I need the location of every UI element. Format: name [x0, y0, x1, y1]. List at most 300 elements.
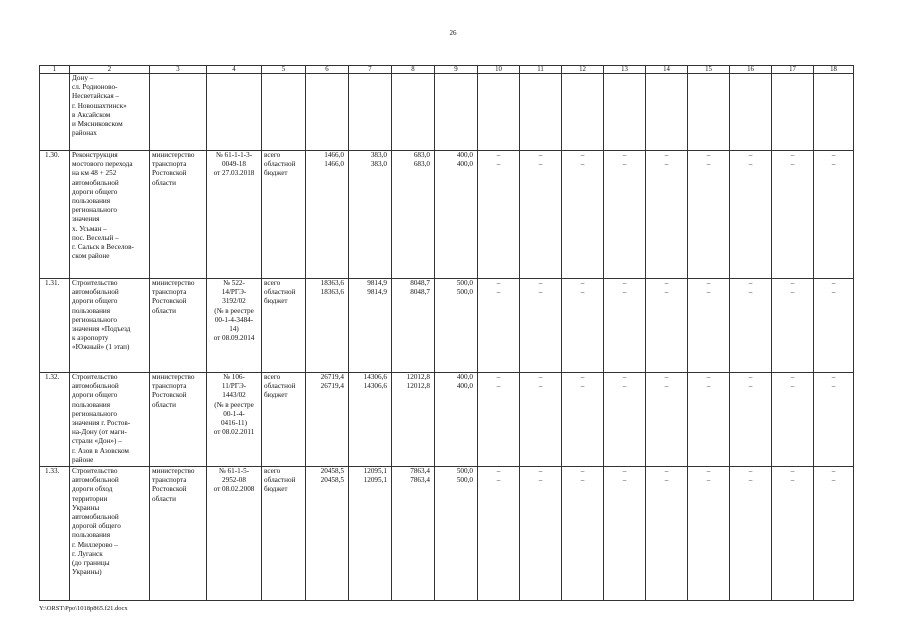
empty-value-dash-line: –	[790, 160, 795, 169]
object-name	[70, 74, 150, 151]
object-name-line: х. Усьман –	[72, 224, 107, 233]
empty-value-dash-line: –	[706, 467, 711, 475]
empty-value-dash	[478, 279, 520, 373]
financing-source-line: областной	[264, 476, 296, 485]
amount-value	[349, 151, 392, 279]
empty-value-dash-line: –	[496, 151, 501, 159]
amount-value	[392, 151, 435, 279]
amount-value-line: 400,0	[456, 382, 473, 391]
amount-value-line: 1466,0	[324, 160, 344, 169]
object-name	[70, 279, 150, 373]
empty-value-dash-line: –	[790, 279, 795, 287]
row-number: 1.32.	[40, 373, 70, 467]
column-number-16: 16	[730, 66, 772, 74]
empty-value-dash	[688, 151, 730, 279]
executor-line: министерство	[152, 373, 195, 381]
empty-value-dash	[520, 373, 562, 467]
amount-value	[306, 373, 349, 467]
empty-value-dash-line: –	[580, 467, 585, 475]
empty-value-dash	[730, 373, 772, 467]
expertise-document-line: № 61-1-1-3-	[215, 151, 253, 159]
table-row	[40, 467, 854, 601]
empty-value-dash	[562, 467, 604, 601]
empty-value-dash-line: –	[622, 373, 627, 381]
object-name-line: на-Дону (от маги-	[72, 428, 127, 437]
financing-source-line: бюджет	[264, 169, 288, 178]
amount-value-line: 9814,9	[367, 288, 387, 297]
amount-value-line: 383,0	[370, 160, 387, 169]
column-number-18: 18	[814, 66, 854, 74]
empty-value-dash	[604, 151, 646, 279]
table-row	[40, 74, 854, 151]
object-name-line: автомобильной	[72, 382, 119, 391]
executor	[150, 279, 207, 373]
executor-line: транспорта	[152, 382, 187, 391]
object-name-line: Строительство	[72, 279, 118, 287]
empty-value-dash	[604, 373, 646, 467]
empty-value-dash-line: –	[706, 279, 711, 287]
executor-line: транспорта	[152, 160, 187, 169]
empty-value-dash-line: –	[580, 288, 585, 297]
expertise-document-line: 00-1-4-	[223, 409, 245, 418]
financing-source	[262, 74, 306, 151]
amount-value	[349, 373, 392, 467]
empty-value-dash	[646, 74, 688, 151]
expertise-document-line: № 61-1-5-	[218, 467, 250, 475]
column-number-8: 8	[392, 66, 435, 74]
empty-value-dash	[688, 373, 730, 467]
table-row	[40, 279, 854, 373]
object-name-line: Дону –	[72, 74, 94, 82]
amount-value-line: 500,0	[456, 288, 473, 297]
empty-value-dash-line: –	[664, 279, 669, 287]
amount-value-line: 1466,0	[324, 151, 344, 159]
object-name-line: г. Луганск	[72, 549, 103, 558]
expertise-document-line: 3192/02	[222, 297, 246, 306]
program-table	[39, 65, 854, 601]
expertise-document-line: от 08.02.2011	[213, 428, 255, 437]
column-number-17: 17	[772, 66, 814, 74]
empty-value-dash-line: –	[706, 160, 711, 169]
empty-value-dash-line: –	[790, 151, 795, 159]
footer-file-path: Y:\ORST\Ppo\1018p865.f21.docx	[39, 605, 128, 612]
empty-value-dash-line: –	[748, 467, 753, 475]
amount-value	[392, 279, 435, 373]
amount-value-line: 7863,4	[410, 476, 430, 485]
financing-source-line: областной	[264, 160, 296, 169]
expertise-document	[207, 74, 262, 151]
empty-value-dash	[772, 74, 814, 151]
object-name-line: сл. Родионово-	[72, 83, 118, 92]
empty-value-dash-line: –	[622, 279, 627, 287]
column-number-7: 7	[349, 66, 392, 74]
empty-value-dash-line: –	[580, 476, 585, 485]
amount-value-line: 400,0	[456, 373, 473, 381]
expertise-document-line: № 522-	[223, 279, 245, 287]
empty-value-dash	[814, 467, 854, 601]
executor-line: транспорта	[152, 288, 187, 297]
column-number-9: 9	[435, 66, 478, 74]
amount-value-line: 12012,8	[406, 382, 430, 391]
empty-value-dash-line: –	[664, 160, 669, 169]
object-name-line: к аэропорту	[72, 334, 109, 343]
expertise-document-line: от 08.09.2014	[213, 334, 255, 343]
amount-value-line: 683,0	[413, 151, 430, 159]
empty-value-dash	[478, 373, 520, 467]
row-number	[40, 74, 70, 151]
expertise-document-line: 11/РГЭ-	[221, 382, 247, 391]
object-name-line: автомобильной	[72, 178, 119, 187]
table-row	[40, 151, 854, 279]
empty-value-dash-line: –	[790, 476, 795, 485]
empty-value-dash-line: –	[748, 288, 753, 297]
object-name-line: г. Миллерово –	[72, 540, 118, 549]
financing-source-line: бюджет	[264, 485, 288, 494]
empty-value-dash	[772, 467, 814, 601]
amount-value	[392, 373, 435, 467]
empty-value-dash-line: –	[706, 476, 711, 485]
expertise-document-line: от 27.03.2018	[213, 169, 255, 178]
amount-value	[306, 151, 349, 279]
object-name-line: автомобильной	[72, 476, 119, 485]
object-name-line: г. Новошахтинск»	[72, 101, 127, 110]
empty-value-dash-line: –	[496, 373, 501, 381]
empty-value-dash	[520, 74, 562, 151]
empty-value-dash-line: –	[538, 373, 543, 381]
executor-line: министерство	[152, 151, 195, 159]
empty-value-dash-line: –	[664, 151, 669, 159]
executor	[150, 74, 207, 151]
object-name-line: Реконструкция	[72, 151, 118, 159]
empty-value-dash	[730, 279, 772, 373]
empty-value-dash-line: –	[538, 279, 543, 287]
amount-value-line: 7863,4	[410, 467, 430, 475]
column-number-1: 1	[40, 66, 70, 74]
empty-value-dash	[814, 279, 854, 373]
amount-value-line: 383,0	[370, 151, 387, 159]
executor-line: области	[152, 400, 177, 409]
object-name-line: г. Сальск в Веселов-	[72, 243, 134, 252]
object-name-line: автомобильной	[72, 513, 119, 522]
financing-source	[262, 467, 306, 601]
financing-source	[262, 279, 306, 373]
object-name-line: Украины	[72, 503, 100, 512]
empty-value-dash-line: –	[831, 279, 836, 287]
empty-value-dash	[604, 74, 646, 151]
financing-source-line: бюджет	[264, 297, 288, 306]
column-number-14: 14	[646, 66, 688, 74]
table-row	[40, 373, 854, 467]
empty-value-dash-line: –	[831, 288, 836, 297]
empty-value-dash	[562, 279, 604, 373]
executor-line: области	[152, 306, 177, 315]
empty-value-dash	[604, 279, 646, 373]
empty-value-dash-line: –	[706, 151, 711, 159]
empty-value-dash	[772, 279, 814, 373]
empty-value-dash	[478, 74, 520, 151]
empty-value-dash	[730, 74, 772, 151]
executor-line: области	[152, 494, 177, 503]
executor-line: транспорта	[152, 476, 187, 485]
object-name-line: регионального	[72, 409, 117, 418]
object-name-line: ском районе	[72, 252, 110, 261]
object-name-line: значения «Подъезд	[72, 325, 131, 334]
column-number-13: 13	[604, 66, 646, 74]
empty-value-dash-line: –	[580, 382, 585, 391]
object-name-line: территории	[72, 494, 108, 503]
empty-value-dash-line: –	[790, 382, 795, 391]
empty-value-dash-line: –	[706, 288, 711, 297]
expertise-document-line: (№ в реестре	[214, 306, 254, 315]
financing-source-line: областной	[264, 288, 296, 297]
object-name-line: в Аксайском	[72, 110, 111, 119]
empty-value-dash-line: –	[580, 373, 585, 381]
column-number-15: 15	[688, 66, 730, 74]
empty-value-dash	[562, 373, 604, 467]
object-name-line: дороги общего	[72, 297, 118, 306]
amount-value-line: 18363,6	[320, 279, 344, 287]
empty-value-dash	[604, 467, 646, 601]
amount-value-line: 9814,9	[367, 279, 387, 287]
financing-source-line: всего	[264, 467, 281, 475]
empty-value-dash-line: –	[496, 476, 501, 485]
amount-value	[435, 74, 478, 151]
empty-value-dash-line: –	[538, 476, 543, 485]
amount-value-line: 12095,1	[363, 467, 387, 475]
empty-value-dash-line: –	[538, 151, 543, 159]
empty-value-dash-line: –	[664, 476, 669, 485]
column-number-6: 6	[306, 66, 349, 74]
empty-value-dash	[772, 373, 814, 467]
empty-value-dash	[562, 151, 604, 279]
expertise-document-line: от 08.02.2008	[213, 485, 255, 494]
empty-value-dash	[730, 467, 772, 601]
empty-value-dash	[478, 467, 520, 601]
empty-value-dash	[772, 151, 814, 279]
object-name-line: пользования	[72, 197, 111, 206]
executor-line: министерство	[152, 467, 195, 475]
empty-value-dash	[814, 373, 854, 467]
amount-value	[435, 279, 478, 373]
amount-value-line: 12095,1	[363, 476, 387, 485]
empty-value-dash	[646, 151, 688, 279]
object-name-line: Несветайская –	[72, 92, 120, 101]
column-number-12: 12	[562, 66, 604, 74]
object-name-line: на км 48 + 252	[72, 169, 117, 178]
empty-value-dash	[688, 279, 730, 373]
amount-value-line: 12012,8	[406, 373, 430, 381]
empty-value-dash-line: –	[706, 382, 711, 391]
amount-value-line: 400,0	[456, 151, 473, 159]
column-number-row	[40, 66, 854, 74]
object-name-line: г. Азов в Азовском	[72, 446, 129, 455]
empty-value-dash-line: –	[831, 373, 836, 381]
empty-value-dash	[814, 74, 854, 151]
amount-value-line: 26719,4	[320, 373, 344, 381]
object-name-line: регионального	[72, 315, 117, 324]
financing-source-line: всего	[264, 279, 281, 287]
expertise-document-line: 0049-18	[222, 160, 246, 169]
amount-value-line: 20458,5	[320, 467, 344, 475]
empty-value-dash-line: –	[664, 382, 669, 391]
amount-value-line: 18363,6	[320, 288, 344, 297]
column-number-3: 3	[150, 66, 207, 74]
object-name-line: и Мясниковском	[72, 120, 123, 129]
expertise-document-line: (№ в реестре	[214, 400, 254, 409]
expertise-document-line: 1443/02	[222, 391, 246, 400]
column-number-4: 4	[207, 66, 262, 74]
empty-value-dash-line: –	[664, 373, 669, 381]
object-name-line: Строительство	[72, 373, 118, 381]
empty-value-dash	[646, 373, 688, 467]
empty-value-dash-line: –	[622, 467, 627, 475]
column-number-10: 10	[478, 66, 520, 74]
empty-value-dash-line: –	[831, 382, 836, 391]
amount-value-line: 26719,4	[320, 382, 344, 391]
empty-value-dash	[520, 151, 562, 279]
empty-value-dash	[814, 151, 854, 279]
column-number-11: 11	[520, 66, 562, 74]
expertise-document	[207, 373, 262, 467]
amount-value-line: 400,0	[456, 160, 473, 169]
empty-value-dash	[688, 467, 730, 601]
empty-value-dash-line: –	[748, 279, 753, 287]
empty-value-dash-line: –	[748, 476, 753, 485]
empty-value-dash-line: –	[831, 160, 836, 169]
empty-value-dash-line: –	[748, 373, 753, 381]
amount-value	[306, 279, 349, 373]
object-name-line: пользования	[72, 400, 111, 409]
empty-value-dash-line: –	[580, 279, 585, 287]
expertise-document	[207, 279, 262, 373]
empty-value-dash-line: –	[496, 382, 501, 391]
empty-value-dash-line: –	[748, 151, 753, 159]
empty-value-dash-line: –	[496, 467, 501, 475]
row-number: 1.31.	[40, 279, 70, 373]
empty-value-dash-line: –	[538, 382, 543, 391]
empty-value-dash-line: –	[622, 288, 627, 297]
amount-value	[306, 467, 349, 601]
empty-value-dash-line: –	[831, 467, 836, 475]
financing-source-line: всего	[264, 373, 281, 381]
empty-value-dash-line: –	[790, 288, 795, 297]
amount-value-line: 500,0	[456, 476, 473, 485]
object-name-line: регионального	[72, 206, 117, 215]
object-name-line: дороги обход	[72, 485, 113, 494]
executor-line: Ростовской	[152, 391, 187, 400]
empty-value-dash-line: –	[496, 160, 501, 169]
expertise-document-line: 0416-11)	[220, 419, 248, 428]
expertise-document-line: 00-1-4-3484-	[214, 315, 254, 324]
object-name-line: Украины)	[72, 568, 102, 577]
object-name-line: районах	[72, 129, 97, 138]
empty-value-dash	[646, 279, 688, 373]
object-name-line: дороги общего	[72, 187, 118, 196]
executor-line: Ростовской	[152, 297, 187, 306]
executor	[150, 467, 207, 601]
amount-value	[306, 74, 349, 151]
empty-value-dash-line: –	[580, 160, 585, 169]
empty-value-dash	[478, 151, 520, 279]
expertise-document-line: 14)	[229, 325, 239, 334]
amount-value-line: 20458,5	[320, 476, 344, 485]
amount-value	[392, 467, 435, 601]
column-number-2: 2	[70, 66, 150, 74]
expertise-document-line: 14/РГЭ-	[221, 288, 247, 297]
object-name-line: пос. Веселый –	[72, 233, 119, 242]
executor-line: Ростовской	[152, 485, 187, 494]
empty-value-dash-line: –	[790, 373, 795, 381]
executor-line: министерство	[152, 279, 195, 287]
executor	[150, 151, 207, 279]
amount-value-line: 14306,6	[363, 382, 387, 391]
empty-value-dash-line: –	[831, 476, 836, 485]
expertise-document-line: 2952-08	[222, 476, 246, 485]
financing-source-line: областной	[264, 382, 296, 391]
executor-line: Ростовской	[152, 169, 187, 178]
amount-value	[435, 151, 478, 279]
object-name-line: «Южный» (1 этап)	[72, 343, 130, 352]
row-number: 1.33.	[40, 467, 70, 601]
table-body	[40, 74, 854, 601]
empty-value-dash-line: –	[748, 382, 753, 391]
expertise-document-line: № 106-	[223, 373, 245, 381]
empty-value-dash-line: –	[496, 288, 501, 297]
empty-value-dash	[520, 467, 562, 601]
amount-value-line: 8048,7	[410, 279, 430, 287]
amount-value	[392, 74, 435, 151]
executor	[150, 373, 207, 467]
empty-value-dash-line: –	[831, 151, 836, 159]
empty-value-dash-line: –	[790, 467, 795, 475]
empty-value-dash-line: –	[580, 151, 585, 159]
empty-value-dash-line: –	[622, 382, 627, 391]
object-name	[70, 467, 150, 601]
column-number-5: 5	[262, 66, 306, 74]
amount-value	[349, 74, 392, 151]
object-name-line: значения	[72, 215, 100, 224]
page-number: 26	[449, 29, 457, 37]
amount-value	[435, 373, 478, 467]
empty-value-dash-line: –	[538, 467, 543, 475]
object-name	[70, 151, 150, 279]
object-name	[70, 373, 150, 467]
empty-value-dash-line: –	[664, 467, 669, 475]
empty-value-dash	[562, 74, 604, 151]
row-number: 1.30.	[40, 151, 70, 279]
object-name-line: (до границы	[72, 559, 110, 568]
empty-value-dash-line: –	[622, 151, 627, 159]
financing-source-line: бюджет	[264, 391, 288, 400]
object-name-line: пользования	[72, 306, 111, 315]
object-name-line: пользования	[72, 531, 111, 540]
amount-value-line: 500,0	[456, 279, 473, 287]
empty-value-dash-line: –	[748, 160, 753, 169]
amount-value	[435, 467, 478, 601]
expertise-document	[207, 151, 262, 279]
object-name-line: районе	[72, 455, 94, 464]
amount-value	[349, 467, 392, 601]
empty-value-dash	[646, 467, 688, 601]
amount-value-line: 683,0	[413, 160, 430, 169]
empty-value-dash	[688, 74, 730, 151]
empty-value-dash-line: –	[496, 279, 501, 287]
object-name-line: дороги общего	[72, 391, 118, 400]
empty-value-dash-line: –	[538, 288, 543, 297]
empty-value-dash-line: –	[622, 160, 627, 169]
expertise-document	[207, 467, 262, 601]
empty-value-dash-line: –	[706, 373, 711, 381]
